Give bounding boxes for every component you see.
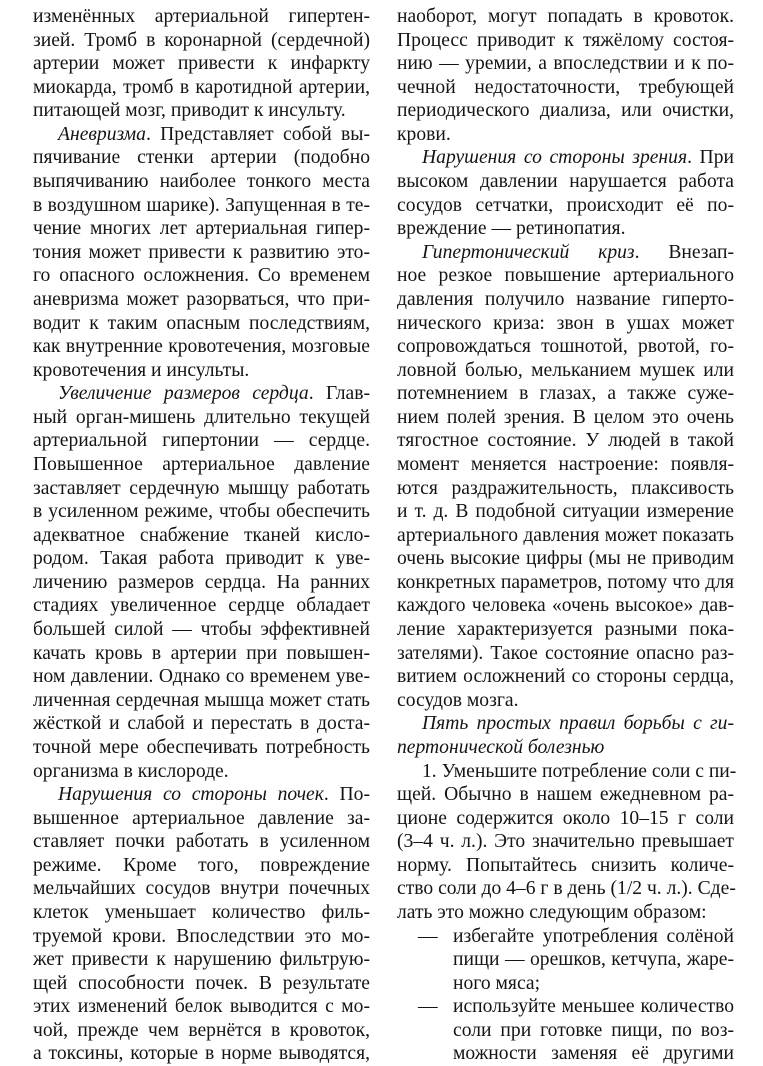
text-line: артериального давления может показать <box>397 524 734 546</box>
text-line: в воздушном шарике). Запущенная в те- <box>33 194 370 216</box>
text-span: . Внезап- <box>634 241 734 263</box>
text-line: чение многих лет артериальная гипер- <box>33 218 370 240</box>
text-line: периодического диализа, или очистки, <box>397 100 734 122</box>
text-line: пячивание стенки артерии (подобно <box>33 147 370 169</box>
kidney-paragraph-start <box>33 783 370 807</box>
text-line: наоборот, могут попадать в кровоток. <box>397 6 734 27</box>
text-line: очень высокие цифры (мы не приводим <box>397 548 734 570</box>
text-line: точной мере обеспечивать потребность <box>33 736 370 758</box>
rules-heading: Пять простых правил борьбы с ги- <box>422 713 734 735</box>
text-line: жёсткой и слабой и перестать в доста- <box>33 713 370 735</box>
text-line: кровотечения и инсульты. <box>33 359 250 381</box>
text-line: стадиях увеличенное сердце обладает <box>33 595 370 617</box>
text-line: питающей мозг, приводит к инсульту. <box>33 100 346 122</box>
aneurysm-paragraph-start <box>33 123 370 147</box>
text-line: родом. Такая работа приводит к уве- <box>33 548 370 570</box>
text-line: щей способности почек. В результате <box>33 972 370 994</box>
text-line: соли при готовке пищи, по воз- <box>453 1019 734 1041</box>
text-line: ного мяса; <box>453 972 541 994</box>
text-line: пищи — орешков, кетчупа, жаре- <box>453 949 734 971</box>
text-line: личенная сердечная мышца может стать <box>33 689 370 711</box>
dash-marker: — <box>418 996 438 1018</box>
crisis-paragraph-start <box>397 241 734 265</box>
text-line: зателями). Такое состояние опасно раз- <box>397 642 734 664</box>
text-line: лать это можно следующим образом: <box>397 901 707 923</box>
text-line: нического криза: звон в ушах может <box>397 312 734 334</box>
text-line: высоком давлении нарушается работа <box>397 171 734 193</box>
text-span: . По- <box>323 784 370 806</box>
text-line: сопровождаться тошнотой, рвотой, го- <box>397 336 734 358</box>
kidney-title: Нарушения со стороны почек <box>58 784 324 806</box>
bullet-item <box>397 925 734 996</box>
text-line: тягостное состояние. У людей в такой <box>397 430 734 452</box>
text-line: ставляет почки работать в усиленном <box>33 831 370 853</box>
text-line: вреждение — ретинопатия. <box>397 218 626 240</box>
text-line: (3–4 ч. л.). Это значительно превышает <box>397 831 734 853</box>
heart-title: Увеличение размеров сердца <box>58 383 309 405</box>
text-line: норму. Попытайтесь снизить количе- <box>397 854 734 876</box>
text-line: ются раздражительность, плаксивость <box>397 477 734 499</box>
text-line: жет привести к нарушению фильтрую- <box>33 949 370 971</box>
text-line: качать кровь в артерии при повышен- <box>33 642 370 664</box>
text-line: выпячиванию наиболее тонкого места <box>33 171 370 193</box>
text-line: заставляет сердечную мышцу работать <box>33 477 370 499</box>
text-line: потемнением в глазах, а также суже- <box>397 383 734 405</box>
text-line: витием осложнений со стороны сердца, <box>397 666 734 688</box>
heart-paragraph-start <box>33 382 370 406</box>
text-line: артерии может привести к инфаркту <box>33 53 370 75</box>
text-line: мельчайших сосудов внутри почечных <box>33 878 370 900</box>
text-line: аневризма может разорваться, что при- <box>33 288 370 310</box>
text-line: избегайте употребления солёной <box>453 925 734 947</box>
text-span: . Представляет собой вы- <box>145 123 370 145</box>
text-line: организма в кислороде. <box>33 760 229 782</box>
text-line: ное резкое повышение артериального <box>397 265 734 287</box>
rules-heading: пертонической болезнью <box>397 736 605 758</box>
text-line: адекватное снабжение тканей кисло- <box>33 524 370 546</box>
text-line: чой, прежде чем вернётся в кровоток, <box>33 1019 370 1041</box>
text-line: в усиленном режиме, чтобы обеспечить <box>33 501 370 523</box>
text-line: ном давлении. Однако со временем уве- <box>33 666 370 688</box>
text-line: а токсины, которые в норме выводятся, <box>33 1043 370 1065</box>
text-line: личению размеров сердца. На ранних <box>33 571 370 593</box>
text-line: Процесс приводит к тяжёлому состоя- <box>397 29 734 51</box>
crisis-title: Гипертонический криз <box>422 241 635 263</box>
text-line: чечной недостаточности, требующей <box>397 76 734 98</box>
aneurysm-title: Аневризма <box>58 123 146 145</box>
text-line: ционе содержится около 10–15 г соли <box>397 807 734 829</box>
right-column <box>397 5 737 1066</box>
bullet-item <box>397 995 734 1066</box>
text-line: клеток уменьшает количество филь- <box>33 901 370 923</box>
rule-1-line: 1. Уменьшите потребление соли с пи- <box>422 760 737 782</box>
text-line: каждого человека «очень высокое» дав- <box>397 595 734 617</box>
dash-marker: — <box>418 925 438 947</box>
text-line: сосудов мозга. <box>397 689 519 711</box>
text-line: можности заменяя её другими <box>453 1043 734 1065</box>
text-line: тония может привести к развитию это- <box>33 241 370 263</box>
text-line: конкретных параметров, потому что для <box>397 571 734 593</box>
text-line: труемой крови. Впоследствии это мо- <box>33 925 370 947</box>
text-line: большей силой — чтобы эффективней <box>33 619 370 641</box>
text-line: давления получило название гиперто- <box>397 288 734 310</box>
left-column <box>33 5 370 1066</box>
text-line: ление характеризуется разными пока- <box>397 619 734 641</box>
text-line: Повышенное артериальное давление <box>33 453 370 475</box>
text-line: и т. д. В подобной ситуации измерение <box>397 501 734 523</box>
text-span: . При <box>687 147 734 169</box>
text-line: изменённых артериальной гипертен- <box>33 6 370 27</box>
text-line: водит к таким опасным последствиям, <box>33 312 370 334</box>
text-line: миокарда, тромб в каротидной артерии, <box>33 76 370 98</box>
text-line: режиме. Кроме того, повреждение <box>33 854 370 876</box>
text-line: нию — уремии, а впоследствии и к по- <box>397 53 734 75</box>
text-line: ство соли до 4–6 г в день (1/2 ч. л.). Сде- <box>397 878 736 900</box>
vision-title: Нарушения со стороны зрения <box>422 147 688 169</box>
text-line: зией. Тромб в коронарной (сердечной) <box>33 29 370 51</box>
text-line: артериальной гипертонии — сердце. <box>33 430 370 452</box>
text-line: го опасного осложнения. Со временем <box>33 265 370 287</box>
text-line: этих изменений белок выводится с мо- <box>33 996 370 1018</box>
text-line: ловной болью, мельканием мушек или <box>397 359 734 381</box>
text-line: вышенное артериальное давление за- <box>33 807 370 829</box>
vision-paragraph-start <box>397 146 734 170</box>
text-line: используйте меньшее количество <box>453 996 734 1018</box>
text-line: момент меняется настроение: появля- <box>397 453 734 475</box>
text-line: как внутренние кровотечения, мозговые <box>33 336 370 358</box>
text-line: щей. Обычно в нашем ежедневном ра- <box>397 784 734 806</box>
text-line: нием полей зрения. В целом это очень <box>397 406 734 428</box>
text-line: крови. <box>397 123 451 145</box>
text-span: . Глав- <box>308 383 371 405</box>
text-line: ный орган-мишень длительно текущей <box>33 406 370 428</box>
text-line: сосудов сетчатки, происходит её по- <box>397 194 734 216</box>
